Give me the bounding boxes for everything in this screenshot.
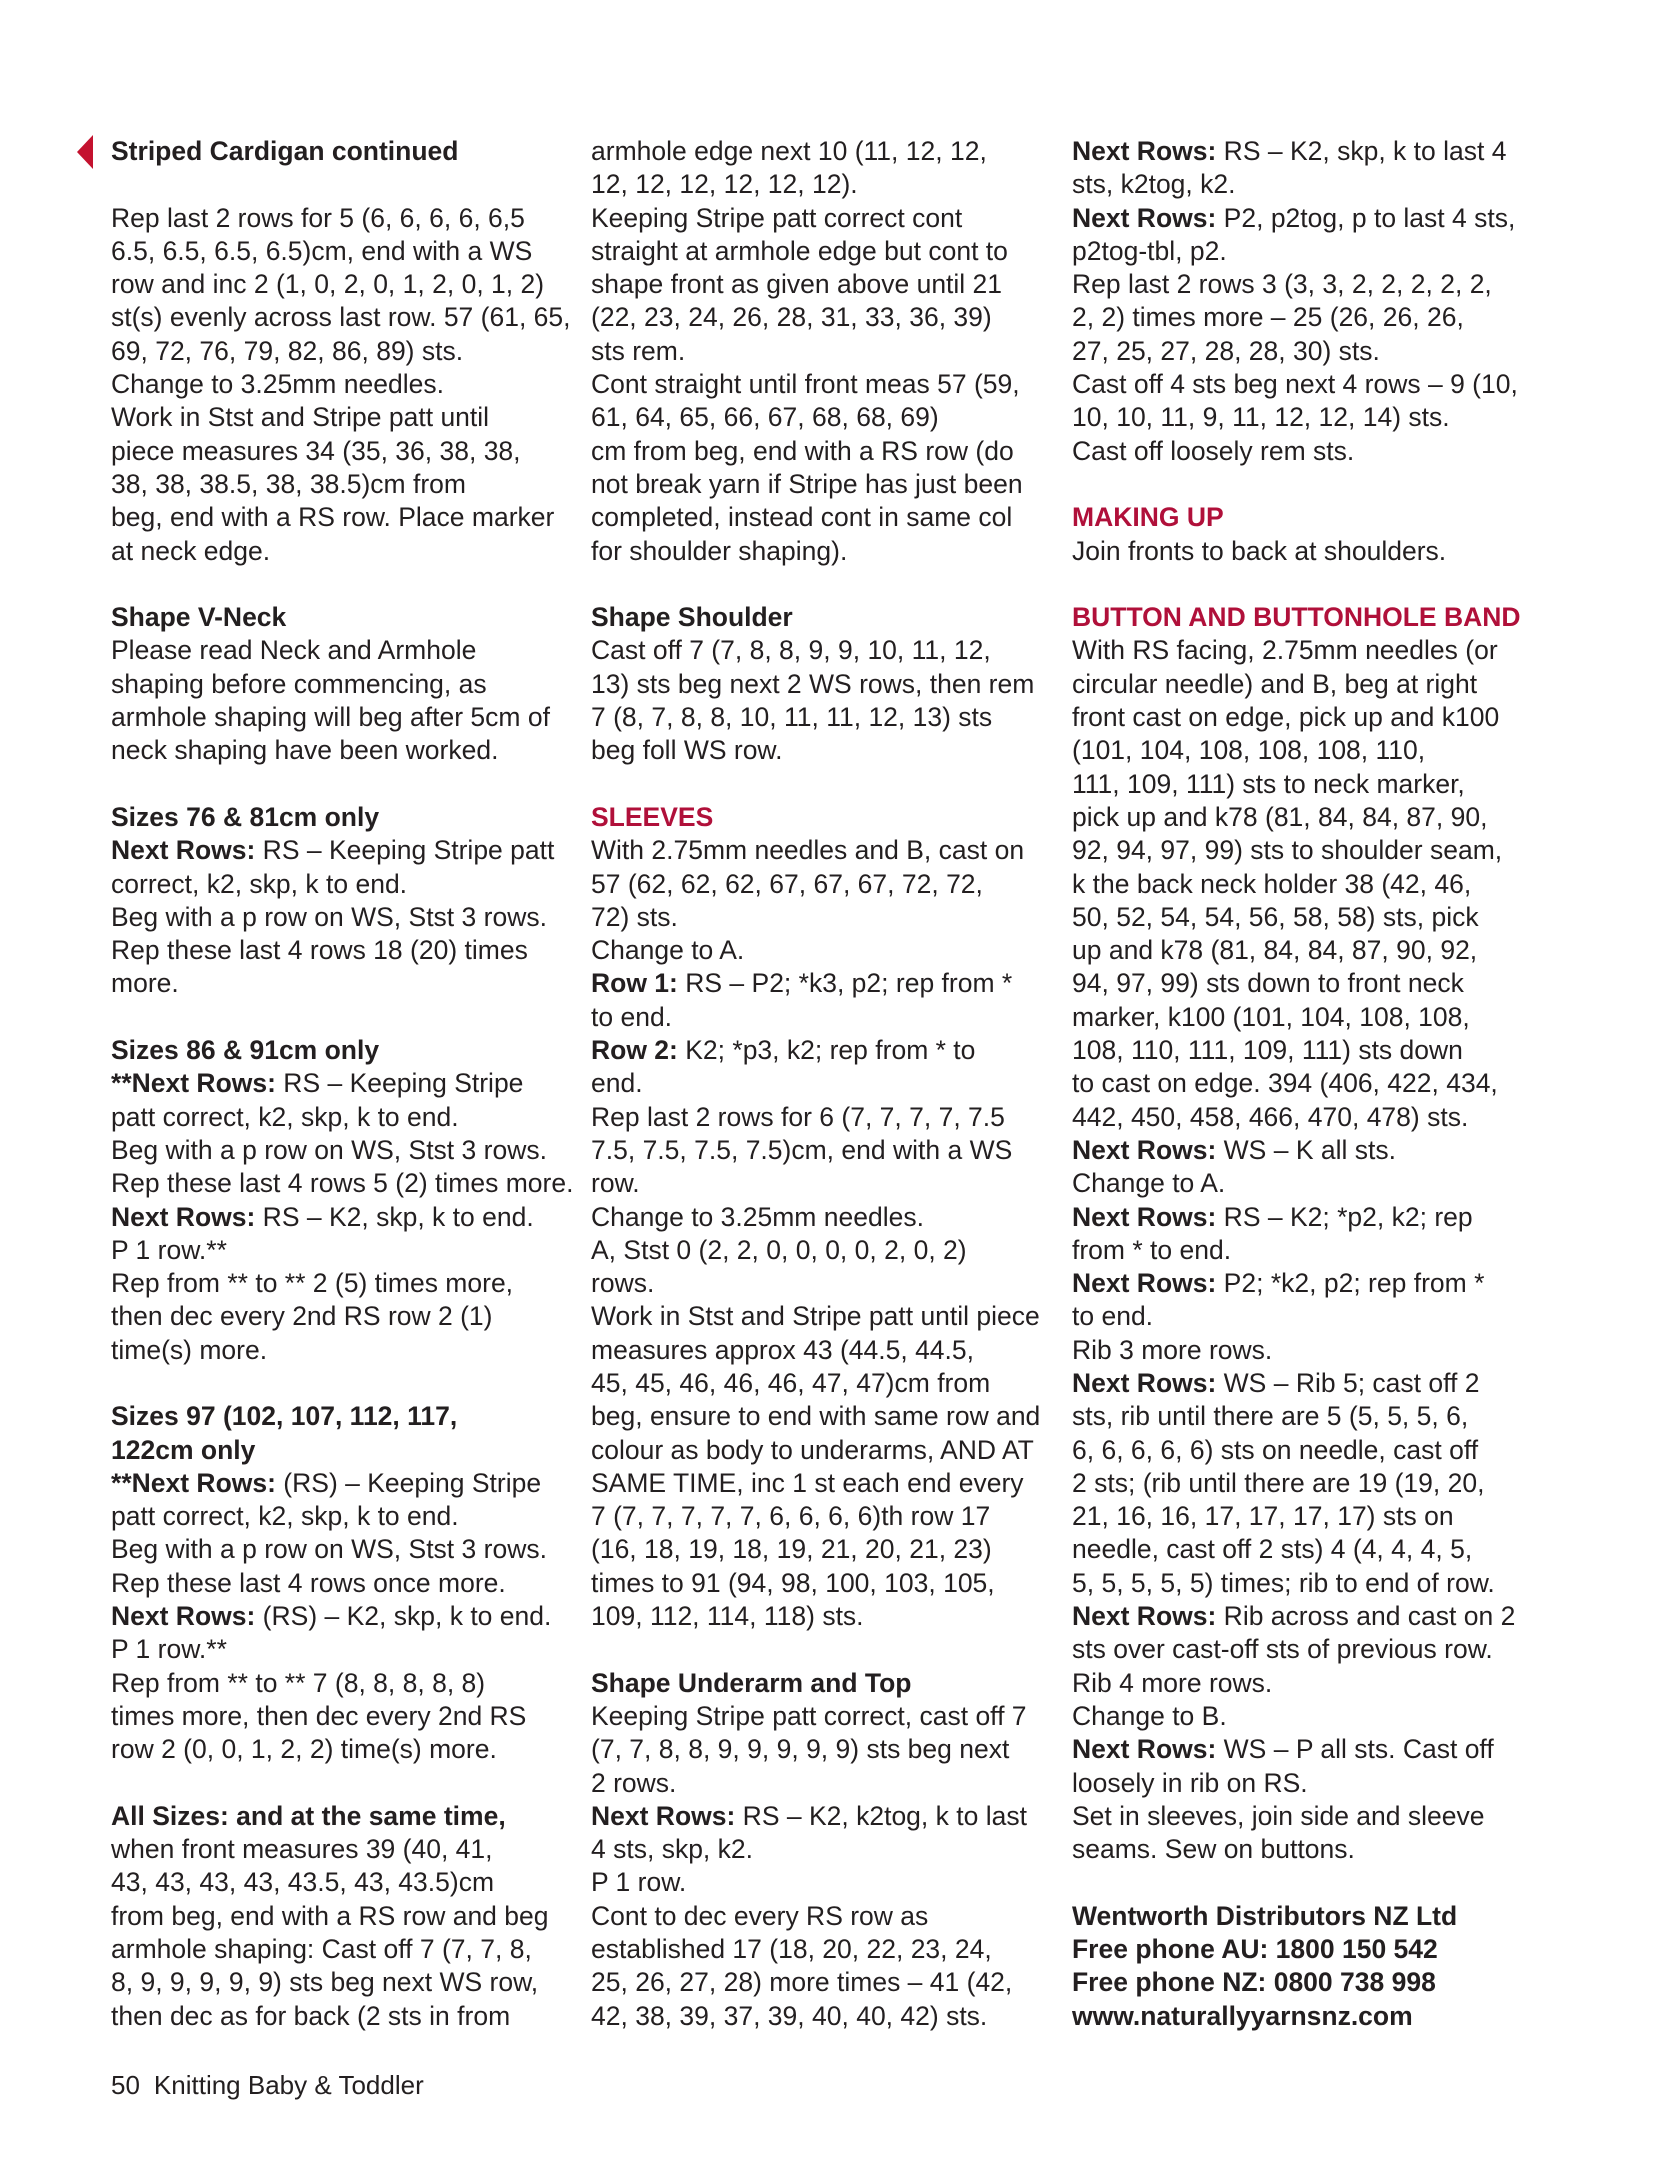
text-line: cm from beg, end with a RS row (do bbox=[591, 435, 1014, 466]
text-line: from beg, end with a RS row and beg bbox=[111, 1900, 549, 1931]
text-line: patt correct, k2, skp, k to end. bbox=[111, 1501, 459, 1532]
row-text: RS – K2, skp, k to last 4 bbox=[1216, 136, 1507, 166]
text-line: (16, 18, 19, 18, 19, 21, 20, 21, 23) bbox=[591, 1534, 992, 1565]
distributor-info bbox=[1072, 1900, 1522, 2033]
row-label: Next Rows: bbox=[111, 1201, 256, 1232]
text-line: Change to A. bbox=[1072, 1168, 1226, 1199]
text-line: 111, 109, 111) sts to neck marker, bbox=[1072, 768, 1465, 799]
text-line: 6.5, 6.5, 6.5, 6.5)cm, end with a WS bbox=[111, 235, 533, 266]
row-text: Rib across and cast on 2 bbox=[1216, 1601, 1516, 1632]
text-line: 442, 450, 458, 466, 470, 478) sts. bbox=[1072, 1101, 1469, 1132]
text-line: 7 (7, 7, 7, 7, 7, 6, 6, 6, 6)th row 17 bbox=[591, 1501, 991, 1532]
text-line: Rep from ** to ** 7 (8, 8, 8, 8, 8) bbox=[111, 1667, 486, 1698]
text-line: needle, cast off 2 sts) 4 (4, 4, 4, 5, bbox=[1072, 1534, 1473, 1565]
text-line: (101, 104, 108, 108, 108, 110, bbox=[1072, 735, 1426, 766]
section-heading-accent: BUTTON AND BUTTONHOLE BAND bbox=[1072, 602, 1521, 633]
text-line: With RS facing, 2.75mm needles (or bbox=[1072, 635, 1498, 666]
row-label: Next Rows: bbox=[111, 835, 256, 866]
text-block bbox=[111, 634, 561, 767]
text-line bbox=[1072, 135, 1522, 168]
text-line: circular needle) and B, beg at right bbox=[1072, 668, 1478, 699]
text-line: 6, 6, 6, 6, 6) sts on needle, cast off bbox=[1072, 1434, 1479, 1465]
text-line: Rep last 2 rows 3 (3, 3, 2, 2, 2, 2, 2, bbox=[1072, 269, 1492, 300]
text-block bbox=[111, 868, 561, 1001]
text-line: row. bbox=[591, 1168, 640, 1199]
text-line: Rep these last 4 rows 5 (2) times more. bbox=[111, 1168, 574, 1199]
text-line bbox=[591, 1034, 1041, 1067]
text-line: Work in Stst and Stripe patt until piece bbox=[591, 1301, 1040, 1332]
text-line: Rep last 2 rows for 5 (6, 6, 6, 6, 6,5 bbox=[111, 202, 525, 233]
text-line: Please read Neck and Armhole bbox=[111, 635, 477, 666]
text-line: Beg with a p row on WS, Stst 3 rows. bbox=[111, 1534, 547, 1565]
row-text: (RS) – Keeping Stripe bbox=[275, 1467, 542, 1498]
text-line: Rep from ** to ** 2 (5) times more, bbox=[111, 1268, 514, 1299]
text-line: 21, 16, 16, 17, 17, 17, 17) sts on bbox=[1072, 1501, 1454, 1532]
text-line: 4 sts, skp, k2. bbox=[591, 1834, 754, 1865]
row-text: RS – Keeping Stripe bbox=[275, 1068, 524, 1099]
text-block bbox=[111, 1234, 561, 1367]
row-text: WS – P all sts. Cast off bbox=[1216, 1734, 1494, 1765]
text-line: piece measures 34 (35, 36, 38, 38, bbox=[111, 435, 521, 466]
text-line: Rib 3 more rows. bbox=[1072, 1334, 1273, 1365]
text-line: 12, 12, 12, 12, 12, 12). bbox=[591, 169, 858, 200]
text-line: sts, k2tog, k2. bbox=[1072, 169, 1236, 200]
text-line: Change to B. bbox=[1072, 1700, 1227, 1731]
text-line: shaping before commencing, as bbox=[111, 668, 487, 699]
row-text: P2; *k2, p2; rep from * bbox=[1216, 1268, 1485, 1299]
text-line: loosely in rib on RS. bbox=[1072, 1767, 1308, 1798]
text-line bbox=[1072, 1367, 1522, 1400]
text-line bbox=[111, 1600, 561, 1633]
text-line: Beg with a p row on WS, Stst 3 rows. bbox=[111, 1134, 547, 1165]
text-block bbox=[111, 1101, 574, 1201]
column-2 bbox=[591, 135, 1041, 2033]
text-line: 57 (62, 62, 62, 67, 67, 67, 72, 72, bbox=[591, 868, 983, 899]
column-3 bbox=[1072, 135, 1522, 2033]
text-line: sts over cast-off sts of previous row. bbox=[1072, 1634, 1493, 1665]
text-line: 92, 94, 97, 99) sts to shoulder seam, bbox=[1072, 835, 1503, 866]
text-line: 5, 5, 5, 5, 5) times; rib to end of row. bbox=[1072, 1567, 1495, 1598]
text-line: Set in sleeves, join side and sleeve bbox=[1072, 1800, 1485, 1831]
text-line bbox=[111, 834, 561, 867]
text-line: www.naturallyyarnsnz.com bbox=[1072, 2000, 1413, 2031]
text-line: Change to A. bbox=[591, 935, 745, 966]
text-line bbox=[591, 967, 1041, 1000]
text-line: Keeping Stripe patt correct, cast off 7 bbox=[591, 1700, 1027, 1731]
text-line: 61, 64, 65, 66, 67, 68, 68, 69) bbox=[591, 402, 939, 433]
text-line: Rep last 2 rows for 6 (7, 7, 7, 7, 7.5 bbox=[591, 1101, 1005, 1132]
text-block bbox=[111, 1633, 561, 1766]
text-block bbox=[1072, 268, 1522, 468]
text-line bbox=[111, 1067, 561, 1100]
text-block bbox=[1072, 1767, 1522, 1867]
text-line bbox=[591, 1800, 1041, 1833]
text-line: 25, 26, 27, 28) more times – 41 (42, bbox=[591, 1967, 1013, 1998]
text-line: A, Stst 0 (2, 2, 0, 0, 0, 0, 2, 0, 2) bbox=[591, 1234, 967, 1265]
text-block bbox=[591, 1833, 1041, 2033]
row-text: RS – K2; *p2, k2; rep bbox=[1216, 1201, 1473, 1232]
text-line: Cast off loosely rem sts. bbox=[1072, 435, 1355, 466]
text-line: up and k78 (81, 84, 84, 87, 90, 92, bbox=[1072, 935, 1478, 966]
text-line bbox=[1072, 1134, 1522, 1167]
section-heading: Sizes 86 & 91cm only bbox=[111, 1035, 380, 1066]
text-line: end. bbox=[591, 1068, 643, 1099]
text-line: patt correct, k2, skp, k to end. bbox=[111, 1101, 459, 1132]
text-line bbox=[1072, 1201, 1522, 1234]
text-line: Rep these last 4 rows once more. bbox=[111, 1567, 506, 1598]
text-line: to cast on edge. 394 (406, 422, 434, bbox=[1072, 1068, 1498, 1099]
text-line: Work in Stst and Stripe patt until bbox=[111, 402, 490, 433]
row-label: **Next Rows: bbox=[111, 1467, 276, 1498]
text-line: Cont straight until front meas 57 (59, bbox=[591, 369, 1020, 400]
text-line: more. bbox=[111, 968, 179, 999]
text-line: when front measures 39 (40, 41, bbox=[111, 1834, 493, 1865]
row-text: K2; *p3, k2; rep from * to bbox=[677, 1035, 976, 1066]
text-line: 8, 9, 9, 9, 9, 9) sts beg next WS row, bbox=[111, 1967, 539, 1998]
text-line: shape front as given above until 21 bbox=[591, 269, 1003, 300]
row-label: Row 1: bbox=[591, 968, 678, 999]
text-line: rows. bbox=[591, 1268, 655, 1299]
text-line: beg, end with a RS row. Place marker bbox=[111, 502, 555, 533]
row-text: P2, p2tog, p to last 4 sts, bbox=[1216, 202, 1516, 233]
text-line: completed, instead cont in same col bbox=[591, 502, 1013, 533]
section-heading: Shape Underarm and Top bbox=[591, 1667, 912, 1698]
text-line: Cast off 4 sts beg next 4 rows – 9 (10, bbox=[1072, 369, 1518, 400]
text-line: Change to 3.25mm needles. bbox=[591, 1201, 924, 1232]
text-line: 2 rows. bbox=[591, 1767, 677, 1798]
text-line: Beg with a p row on WS, Stst 3 rows. bbox=[111, 901, 547, 932]
text-line: Rep these last 4 rows 18 (20) times bbox=[111, 935, 528, 966]
text-line: Cont to dec every RS row as bbox=[591, 1900, 929, 1931]
row-text: RS – K2, skp, k to end. bbox=[255, 1201, 534, 1232]
text-block bbox=[111, 1833, 561, 2033]
row-label: **Next Rows: bbox=[111, 1068, 276, 1099]
publication-title: Knitting Baby & Toddler bbox=[153, 2070, 424, 2100]
text-line: to end. bbox=[591, 1001, 673, 1032]
section-heading: 122cm only bbox=[111, 1434, 256, 1465]
text-line: from * to end. bbox=[1072, 1234, 1232, 1265]
text-line: (22, 23, 24, 26, 28, 31, 33, 36, 39) bbox=[591, 302, 992, 333]
text-line: beg, ensure to end with same row and bbox=[591, 1401, 1041, 1432]
row-text: RS – P2; *k3, p2; rep from * bbox=[677, 968, 1013, 999]
row-label: Next Rows: bbox=[1072, 1201, 1217, 1232]
text-block bbox=[111, 1500, 561, 1600]
text-line: armhole shaping: Cast off 7 (7, 7, 8, bbox=[111, 1934, 532, 1965]
text-line: beg foll WS row. bbox=[591, 735, 783, 766]
text-line: then dec every 2nd RS row 2 (1) bbox=[111, 1301, 493, 1332]
text-line: Join fronts to back at shoulders. bbox=[1072, 535, 1447, 566]
text-block bbox=[1072, 1633, 1522, 1733]
text-line: With 2.75mm needles and B, cast on bbox=[591, 835, 1025, 866]
text-line: Cast off 7 (7, 8, 8, 9, 9, 10, 11, 12, bbox=[591, 635, 991, 666]
text-block bbox=[111, 202, 571, 568]
text-line: Free phone NZ: 0800 738 998 bbox=[1072, 1967, 1436, 1998]
text-line: then dec as for back (2 sts in from bbox=[111, 2000, 511, 2031]
row-label: Row 2: bbox=[591, 1035, 678, 1066]
section-heading-accent: MAKING UP bbox=[1072, 502, 1224, 533]
row-label: Next Rows: bbox=[111, 1601, 256, 1632]
text-line: straight at armhole edge but cont to bbox=[591, 235, 1008, 266]
text-line: for shoulder shaping). bbox=[591, 535, 848, 566]
text-line: Wentworth Distributors NZ Ltd bbox=[1072, 1900, 1458, 1931]
text-line: 109, 112, 114, 118) sts. bbox=[591, 1601, 864, 1632]
text-line: 69, 72, 76, 79, 82, 86, 89) sts. bbox=[111, 335, 464, 366]
row-label: Next Rows: bbox=[591, 1800, 736, 1831]
text-line: 7.5, 7.5, 7.5, 7.5)cm, end with a WS bbox=[591, 1134, 1013, 1165]
text-block bbox=[591, 634, 1041, 767]
text-line: row 2 (0, 0, 1, 2, 2) time(s) more. bbox=[111, 1734, 497, 1765]
text-line: 72) sts. bbox=[591, 901, 678, 932]
text-line: correct, k2, skp, k to end. bbox=[111, 868, 408, 899]
text-line: time(s) more. bbox=[111, 1334, 268, 1365]
text-line: not break yarn if Stripe has just been bbox=[591, 468, 1023, 499]
text-line: neck shaping have been worked. bbox=[111, 735, 499, 766]
text-line: 94, 97, 99) sts down to front neck bbox=[1072, 968, 1464, 999]
text-line: P 1 row.** bbox=[111, 1234, 227, 1265]
row-label: Next Rows: bbox=[1072, 202, 1217, 233]
text-line: P 1 row.** bbox=[111, 1634, 227, 1665]
text-line: armhole shaping will beg after 5cm of bbox=[111, 702, 550, 733]
text-line: 45, 45, 46, 46, 46, 47, 47)cm from bbox=[591, 1367, 991, 1398]
text-line bbox=[1072, 1600, 1522, 1633]
text-line: 38, 38, 38.5, 38, 38.5)cm from bbox=[111, 468, 466, 499]
continued-marker-icon bbox=[77, 135, 93, 169]
section-heading: Sizes 76 & 81cm only bbox=[111, 801, 380, 832]
row-text: WS – K all sts. bbox=[1216, 1134, 1396, 1165]
text-line bbox=[111, 1201, 561, 1234]
text-line: colour as body to underarms, AND AT bbox=[591, 1434, 1034, 1465]
text-line bbox=[1072, 1733, 1522, 1766]
section-heading: Sizes 97 (102, 107, 112, 117, bbox=[111, 1401, 458, 1432]
column-1 bbox=[111, 135, 574, 2033]
text-line: 108, 110, 111, 109, 111) sts down bbox=[1072, 1035, 1463, 1066]
text-block bbox=[1072, 1300, 1522, 1367]
row-text: (RS) – K2, skp, k to end. bbox=[255, 1601, 552, 1632]
text-line: at neck edge. bbox=[111, 535, 271, 566]
text-line: armhole edge next 10 (11, 12, 12, bbox=[591, 136, 987, 166]
section-heading-accent: SLEEVES bbox=[591, 801, 714, 832]
row-label: Next Rows: bbox=[1072, 1134, 1217, 1165]
text-line: k the back neck holder 38 (42, 46, bbox=[1072, 868, 1472, 899]
text-line: 43, 43, 43, 43, 43.5, 43, 43.5)cm bbox=[111, 1867, 495, 1898]
row-text: WS – Rib 5; cast off 2 bbox=[1216, 1367, 1480, 1398]
text-line: seams. Sew on buttons. bbox=[1072, 1834, 1355, 1865]
text-line: p2tog-tbl, p2. bbox=[1072, 235, 1227, 266]
text-line: sts rem. bbox=[591, 335, 686, 366]
text-line: times more, then dec every 2nd RS bbox=[111, 1700, 527, 1731]
text-line: 13) sts beg next 2 WS rows, then rem bbox=[591, 668, 1035, 699]
text-line: st(s) evenly across last row. 57 (61, 65, bbox=[111, 302, 571, 333]
text-line: measures approx 43 (44.5, 44.5, bbox=[591, 1334, 975, 1365]
text-block bbox=[1072, 634, 1522, 1133]
text-line: 42, 38, 39, 37, 39, 40, 40, 42) sts. bbox=[591, 2000, 988, 2031]
text-line: pick up and k78 (81, 84, 84, 87, 90, bbox=[1072, 801, 1488, 832]
text-line: Change to 3.25mm needles. bbox=[111, 369, 444, 400]
text-block bbox=[591, 1700, 1041, 1800]
row-label: Next Rows: bbox=[1072, 1734, 1217, 1765]
text-line: times to 91 (94, 98, 100, 103, 105, bbox=[591, 1567, 995, 1598]
section-heading: Shape Shoulder bbox=[591, 602, 793, 633]
text-line: sts, rib until there are 5 (5, 5, 5, 6, bbox=[1072, 1401, 1469, 1432]
text-line: 2 sts; (rib until there are 19 (19, 20, bbox=[1072, 1467, 1485, 1498]
text-line: marker, k100 (101, 104, 108, 108, bbox=[1072, 1001, 1470, 1032]
text-line: to end. bbox=[1072, 1301, 1154, 1332]
row-label: Next Rows: bbox=[1072, 1268, 1217, 1299]
text-line: 2, 2) times more – 25 (26, 26, 26, bbox=[1072, 302, 1464, 333]
row-text: RS – Keeping Stripe patt bbox=[255, 835, 555, 866]
text-line: 10, 10, 11, 9, 11, 12, 12, 14) sts. bbox=[1072, 402, 1450, 433]
text-block bbox=[591, 834, 1041, 967]
row-label: Next Rows: bbox=[1072, 1367, 1217, 1398]
text-line: front cast on edge, pick up and k100 bbox=[1072, 702, 1500, 733]
row-text: RS – K2, k2tog, k to last bbox=[735, 1800, 1027, 1831]
text-line: Rib 4 more rows. bbox=[1072, 1667, 1273, 1698]
text-line: SAME TIME, inc 1 st each end every bbox=[591, 1467, 1024, 1498]
text-line: established 17 (18, 20, 22, 23, 24, bbox=[591, 1934, 992, 1965]
continued-heading: Striped Cardigan continued bbox=[111, 136, 459, 166]
text-line: Free phone AU: 1800 150 542 bbox=[1072, 1934, 1438, 1965]
text-line bbox=[1072, 1267, 1522, 1300]
text-block bbox=[591, 1101, 1041, 1634]
text-line bbox=[1072, 202, 1522, 235]
page-footer bbox=[111, 2069, 424, 2101]
text-line bbox=[111, 1467, 561, 1500]
section-heading: Shape V-Neck bbox=[111, 602, 287, 633]
text-line: 7 (8, 7, 8, 8, 10, 11, 11, 12, 13) sts bbox=[591, 702, 993, 733]
page-number: 50 bbox=[111, 2070, 140, 2100]
section-heading: All Sizes: and at the same time, bbox=[111, 1800, 506, 1831]
text-line: P 1 row. bbox=[591, 1867, 687, 1898]
row-label: Next Rows: bbox=[1072, 1601, 1217, 1632]
text-line: 27, 25, 27, 28, 28, 30) sts. bbox=[1072, 335, 1380, 366]
text-line: (7, 7, 8, 8, 9, 9, 9, 9, 9) sts beg next bbox=[591, 1734, 1010, 1765]
text-line: row and inc 2 (1, 0, 2, 0, 1, 2, 0, 1, 2) bbox=[111, 269, 545, 300]
text-block bbox=[1072, 1400, 1522, 1600]
text-line: Keeping Stripe patt correct cont bbox=[591, 202, 963, 233]
row-label: Next Rows: bbox=[1072, 136, 1217, 166]
text-line: 50, 52, 54, 54, 56, 58, 58) sts, pick bbox=[1072, 901, 1479, 932]
text-block bbox=[591, 135, 1041, 568]
